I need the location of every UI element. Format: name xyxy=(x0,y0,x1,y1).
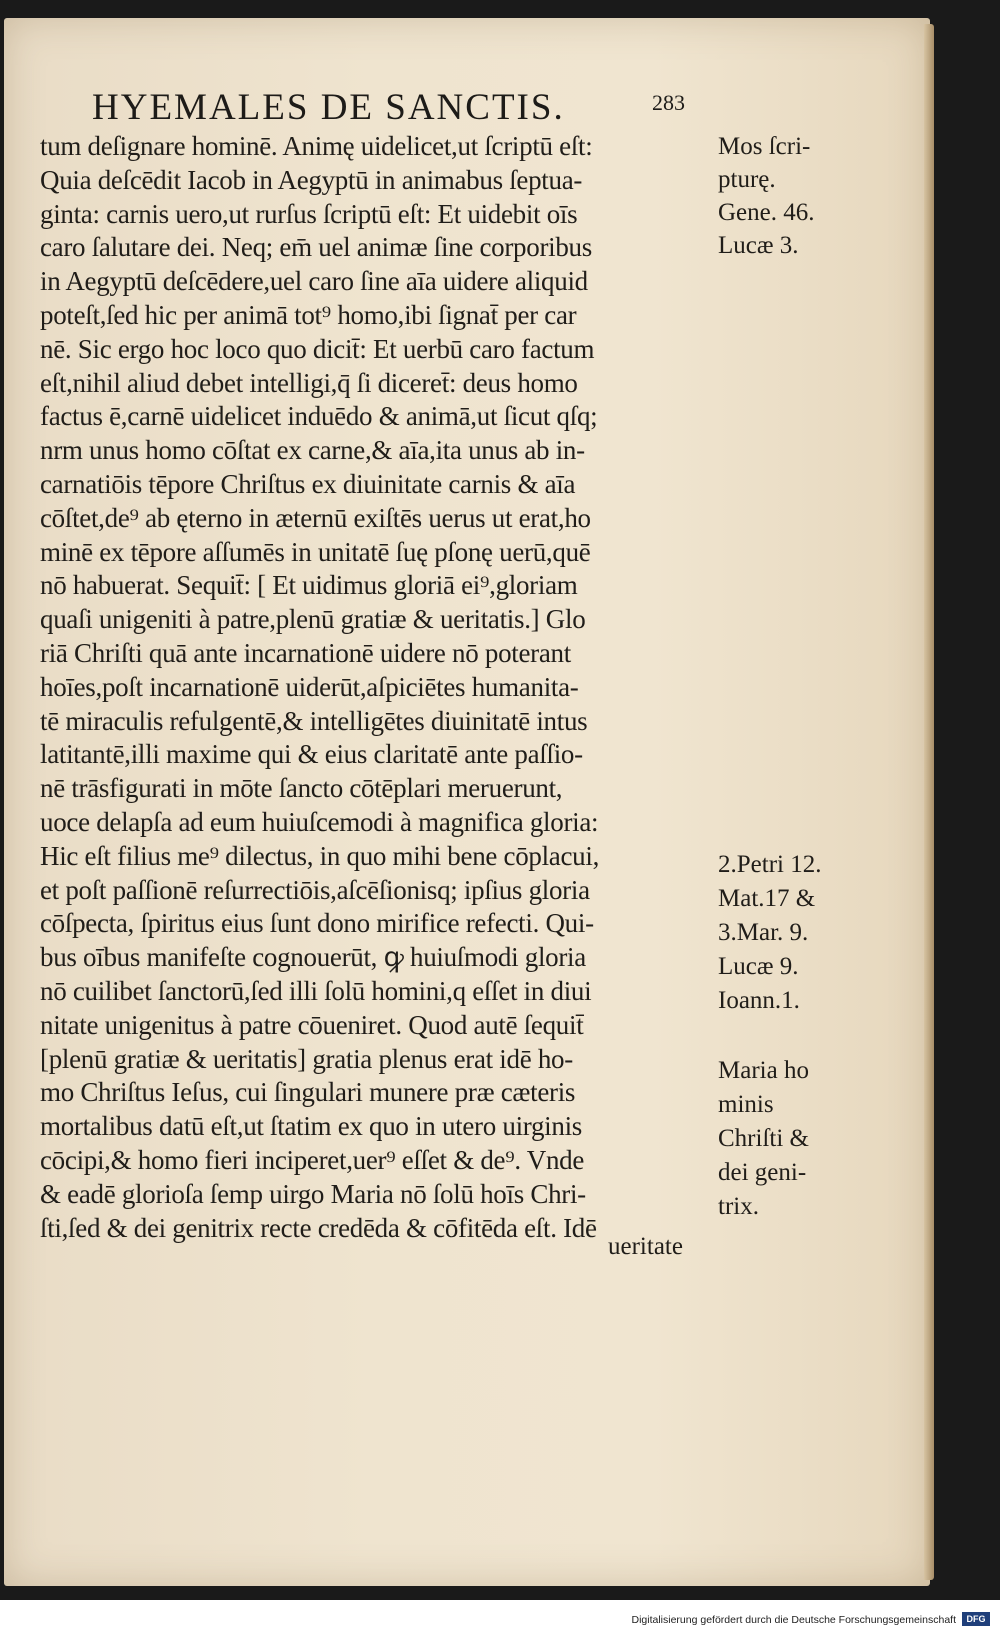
text-line: bus oībus manifeſte cognouerūt, ꝙ huiuſmodi gloria xyxy=(40,942,586,973)
folio-number: 283 xyxy=(652,90,685,115)
text-line: poteſt,ſed hic per animā tot⁹ homo,ibi ſignat̄ per car xyxy=(40,299,577,330)
text-line: in Aegyptū deſcēdere,uel caro ſine aīa uidere aliquid xyxy=(40,266,588,297)
digitization-footer xyxy=(0,1600,1000,1636)
text-line: nō cuilibet ſanctorū,ſed illi ſolū homini,q eſſet in diui xyxy=(40,975,592,1006)
text-line: cōſpecta, ſpiritus eius ſunt dono mirifice refecti. Qui- xyxy=(40,908,594,939)
text-line: & eadē glorioſa ſemp uirgo Maria nō ſolū hoīs Chri- xyxy=(40,1178,586,1209)
text-line: mo Chriſtus Ieſus, cui ſingulari munere præ cæteris xyxy=(40,1077,576,1108)
text-line: eſt,nihil aliud debet intelligi,q̄ ſi diceret̄: deus homo xyxy=(40,367,578,398)
text-line: [plenū gratiæ & ueritatis] gratia plenus erat idē ho- xyxy=(40,1043,573,1074)
margin-note: Lucæ 9. xyxy=(718,953,799,980)
margin-note: Mat.17 & xyxy=(718,885,816,912)
margin-note: minis xyxy=(718,1091,774,1118)
text-line: tum deſignare hominē. Animę uidelicet,ut ſcriptū eſt: xyxy=(40,131,593,161)
catchword: ueritate xyxy=(608,1233,683,1260)
margin-note: Mos ſcri- xyxy=(718,133,811,160)
text-line: nitate unigenitus à patre cōueniret. Quod autē ſequit̄ xyxy=(40,1009,584,1040)
text-line: hoīes,poſt incarnationē uiderūt,aſpiciētes humanita- xyxy=(40,671,579,702)
text-line: quaſi unigeniti à patre,plenū gratiæ & ueritatis.] Glo xyxy=(40,604,586,635)
text-line: mortalibus datū eſt,ut ſtatim ex quo in utero uirginis xyxy=(40,1111,582,1142)
text-line: Hic eſt filius me⁹ dilectus, in quo mihi bene cōplacui, xyxy=(40,840,600,871)
text-line: latitantē,illi maxime qui & eius claritatē ante paſſio- xyxy=(40,739,583,770)
text-line: carnatiōis tēpore Chriſtus ex diuinitate carnis & aīa xyxy=(40,468,576,499)
text-line: minē ex tēpore aſſumēs in unitatē ſuę pſonę uerū,quē xyxy=(40,536,591,567)
running-head: HYEMALES DE SANCTIS. xyxy=(92,87,565,128)
text-line: nō habuerat. Sequit̄: [ Et uidimus gloriā ei⁹,gloriam xyxy=(40,570,578,601)
text-line: ſti,ſed & dei genitrix recte credēda & cōfitēda eſt. Idē xyxy=(40,1212,597,1243)
text-line: tē miraculis refulgentē,& intelligētes diuinitatē intus xyxy=(40,705,588,736)
text-line: nē trāsfigurati in mōte ſancto cōtēplari meruerunt, xyxy=(40,773,563,804)
text-line: nrm unus homo cōſtat ex carne,& aīa,ita unus ab in- xyxy=(40,435,585,466)
margin-note: Lucæ 3. xyxy=(718,232,799,259)
margin-note: Maria ho xyxy=(718,1057,809,1084)
margin-note: 3.Mar. 9. xyxy=(718,919,809,946)
margin-note: Chriſti & xyxy=(718,1125,809,1152)
footer-credit: Digitalisierung gefördert durch die Deutsche Forschungsgemeinschaft xyxy=(631,1614,956,1626)
text-line: cōſtet,de⁹ ab ęterno in æternū exiſtēs uerus ut erat,ho xyxy=(40,502,591,533)
text-line: caro ſalutare dei. Neq; em̄ uel animæ ſine corporibus xyxy=(40,232,592,263)
page-edge xyxy=(924,24,934,1580)
text-line: nē. Sic ergo hoc loco quo dicit̄: Et uerbū caro factum xyxy=(40,333,595,364)
main-text-block xyxy=(40,130,710,1245)
text-line: ginta: carnis uero,ut rurſus ſcriptū eſt: Et uidebit oīs xyxy=(40,198,578,229)
margin-note: dei geni- xyxy=(718,1159,807,1186)
margin-note: Gene. 46. xyxy=(718,199,815,226)
margin-note: Ioann.1. xyxy=(718,987,800,1014)
text-line: cōcipi,& homo fieri inciperet,uer⁹ eſſet & de⁹. Vnde xyxy=(40,1144,585,1175)
margin-note: pturę. xyxy=(718,166,776,193)
text-line: et poſt paſſionē reſurrectiōis,aſcēſionisq; ipſius gloria xyxy=(40,874,590,905)
text-line: uoce delapſa ad eum huiuſcemodi à magnifica gloria: xyxy=(40,806,599,837)
margin-note: trix. xyxy=(718,1193,759,1220)
page-header xyxy=(92,86,712,130)
text-line: factus ē,carnē uidelicet induēdo & animā,ut ſicut qſq; xyxy=(40,401,598,432)
dfg-logo: DFG xyxy=(962,1612,990,1626)
text-line: riā Chriſti quā ante incarnationē uidere nō poterant xyxy=(40,637,571,668)
margin-note: 2.Petri 12. xyxy=(718,851,822,878)
text-line: Quia deſcēdit Iacob in Aegyptū in animabus ſeptua- xyxy=(40,164,583,195)
